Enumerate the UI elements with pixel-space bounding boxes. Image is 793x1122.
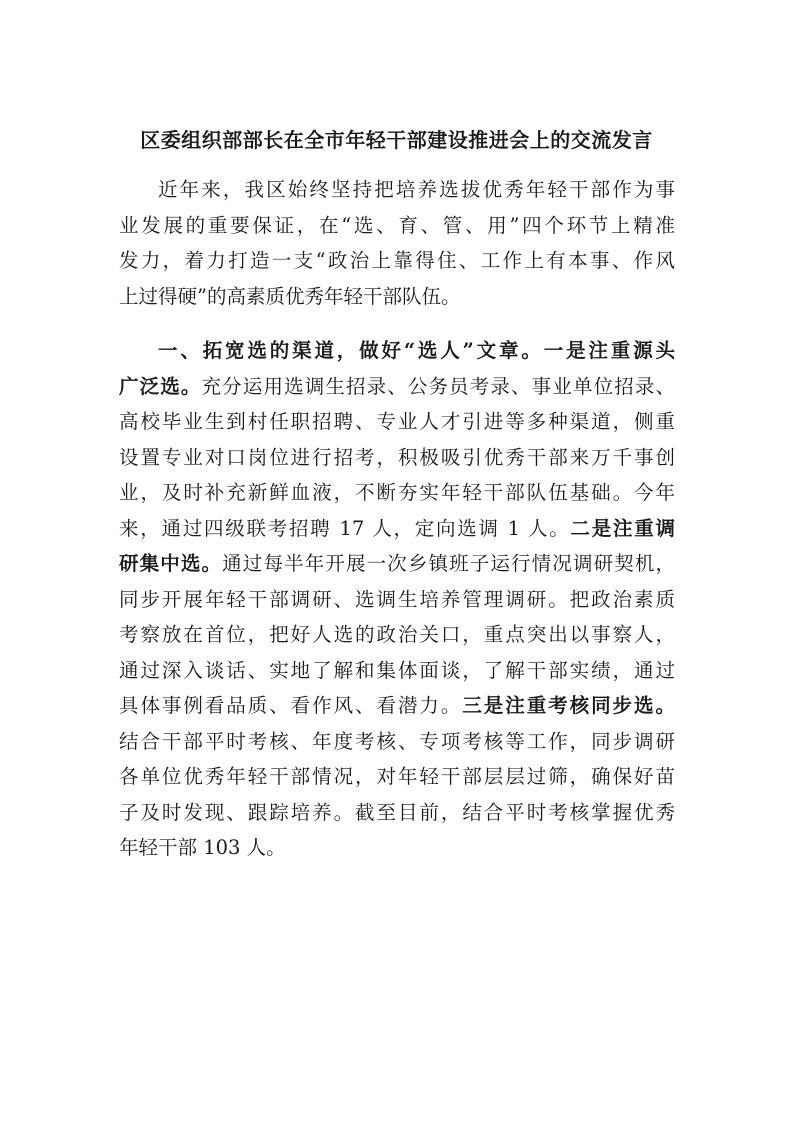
paragraph-line: [119, 369, 675, 405]
intro-line: 业发展的重要保证，在“选、育、管、用”四个环节上精准: [119, 213, 675, 237]
point-heading: 一是注重源头: [543, 339, 675, 362]
paragraph-line: 业，及时补充新鲜血液，不断夯实年轻干部队伍基础。今年: [119, 481, 675, 504]
point-heading: 二是注重调: [570, 516, 675, 540]
paragraph-line: 考察放在首位，把好人选的政治关口，重点突出以事察人，: [119, 623, 675, 646]
point-heading: 研集中选。: [119, 552, 223, 575]
body-text: 来，通过四级联考招聘 17 人，定向选调 1 人。: [119, 516, 571, 540]
section-heading: 一、拓宽选的渠道，做好“选人”文章。: [158, 339, 544, 362]
paragraph-line: 年轻干部 103 人。: [119, 836, 286, 859]
intro-line: 上过得硬”的高素质优秀年轻干部队伍。: [119, 284, 461, 308]
paragraph-line: [119, 333, 675, 369]
intro-line: 发力，着力打造一支“政治上靠得住、工作上有本事、作风: [119, 249, 675, 272]
point-heading: 广泛选。: [119, 374, 202, 398]
document-title: 区委组织部部长在全市年轻干部建设推进会上的交流发言: [140, 128, 653, 152]
point-heading: 三是注重考核同步选。: [462, 694, 675, 717]
intro-line: 近年来，我区始终坚持把培养选拔优秀年轻干部作为事: [158, 178, 675, 201]
body-text: 通过每半年开展一次乡镇班子运行情况调研契机，: [222, 552, 675, 575]
body-text: 具体事例看品质、看作风、看潜力。: [119, 694, 463, 717]
paragraph-line: 结合干部平时考核、年度考核、专项考核等工作，同步调研: [119, 729, 675, 753]
paragraph-line: 各单位优秀年轻干部情况，对年轻干部层层过筛，确保好苗: [119, 765, 675, 788]
paragraph-line: [119, 546, 675, 582]
paragraph-line: 高校毕业生到村任职招聘、专业人才引进等多种渠道，侧重: [119, 410, 675, 433]
paragraph-line: 设置专业对口岗位进行招考，积极吸引优秀干部来万千事创: [119, 445, 675, 469]
paragraph-line: [119, 511, 675, 547]
paragraph-line: 通过深入谈话、实地了解和集体面谈，了解干部实绩，通过: [119, 658, 675, 682]
paragraph-line: [119, 688, 675, 724]
section-one-paragraph: [119, 333, 675, 866]
intro-paragraph: [119, 172, 675, 314]
paragraph-line: 同步开展年轻干部调研、选调生培养管理调研。把政治素质: [119, 587, 675, 611]
body-text: 充分运用选调生招录、公务员考录、事业单位招录、: [201, 374, 675, 398]
paragraph-line: 子及时发现、跟踪培养。截至目前，结合平时考核掌握优秀: [119, 800, 675, 824]
